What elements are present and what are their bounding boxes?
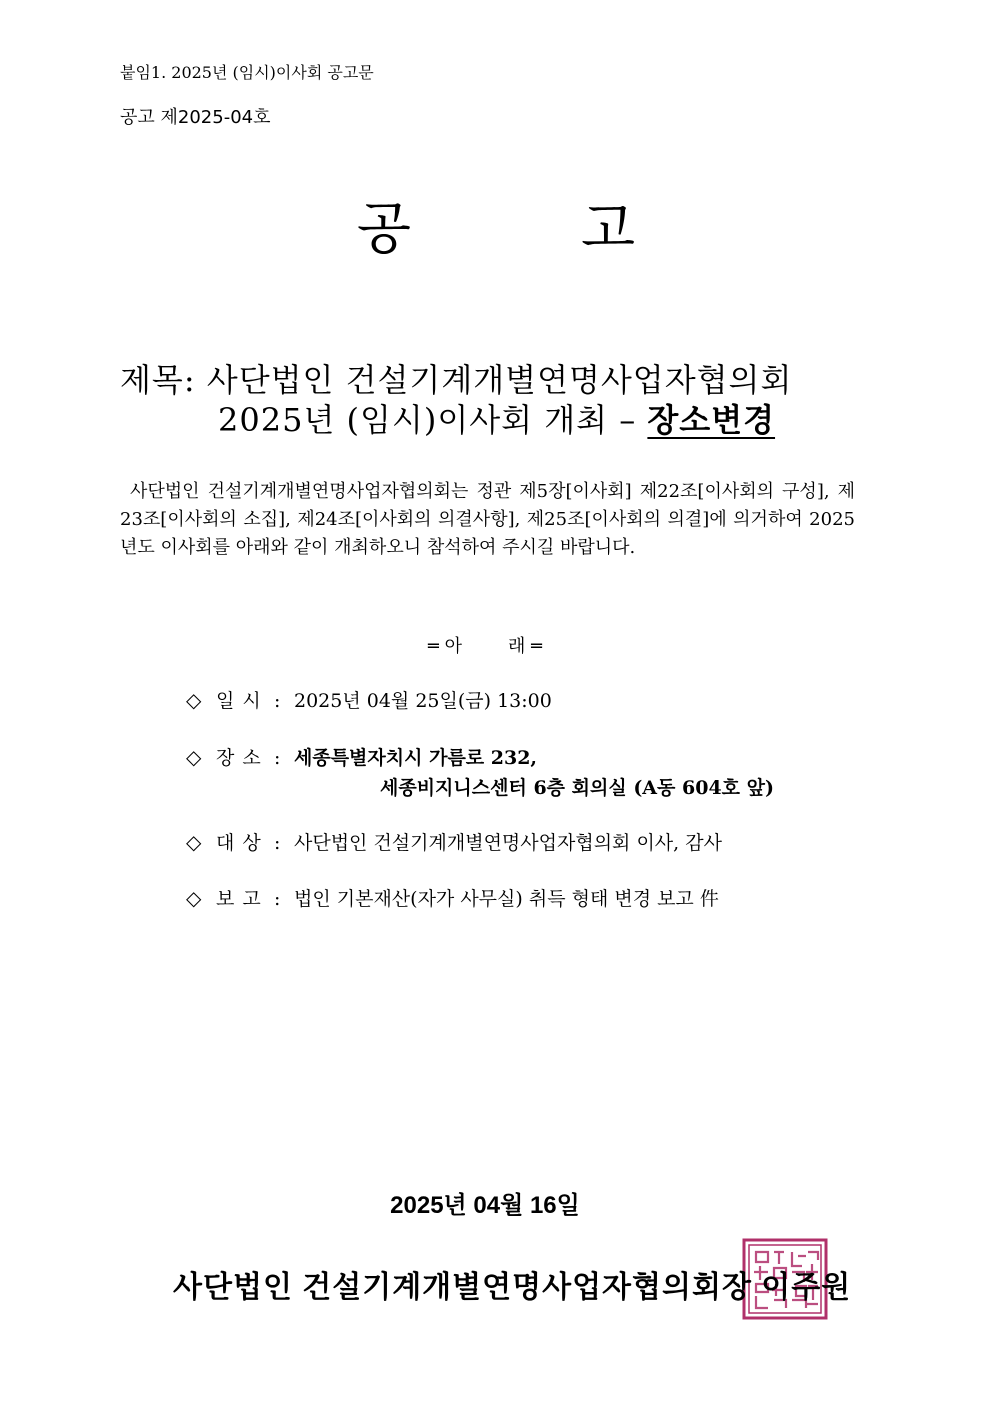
attachment-label: 붙임1. 2025년 (임시)이사회 공고문 — [120, 63, 374, 82]
item-value: 법인 기본재산(자가 사무실) 취득 형태 변경 보고 件 — [294, 888, 719, 910]
title-char-1: 공 — [356, 197, 411, 262]
page-title — [0, 185, 992, 265]
item-value: 세종특별자치시 가름로 232, — [294, 747, 538, 769]
signer-name: 사단법인 건설기계개별연명사업자협의회장 이주원 — [173, 1271, 852, 1304]
below-divider — [0, 632, 970, 658]
title-char-2: 고 — [581, 197, 636, 262]
item-colon: : — [274, 832, 281, 854]
subject-line-1: 제목: 사단법인 건설기계개별연명사업자협의회 — [120, 361, 793, 399]
below-left: ═ 아 — [428, 636, 462, 657]
item-label: 보 고 — [216, 888, 262, 910]
diamond-icon: ◇ — [186, 688, 202, 712]
subject-line-2 — [218, 395, 775, 441]
diamond-icon: ◇ — [186, 830, 202, 854]
item-label: 일 시 — [216, 690, 262, 712]
item-place — [186, 743, 537, 770]
item-colon: : — [274, 690, 281, 712]
item-value: 사단법인 건설기계개별연명사업자협의회 이사, 감사 — [294, 832, 722, 854]
body-paragraph: 사단법인 건설기계개별연명사업자협의회는 정관 제5장[이사회] 제22조[이사회의 구성], 제23조[이사회의 소집], 제24조[이사회의 의결사항], 제25조[이사회의 의결]에 의거하여 2025년도 이사회를 아래와 같이 개최하오니 참석하여 주시길 바랍니다. — [120, 481, 855, 558]
item-label: 대 상 — [216, 832, 262, 854]
notice-number: 공고 제2025-04호 — [120, 107, 271, 128]
item-colon: : — [274, 747, 281, 769]
item-value: 2025년 04월 25일(금) 13:00 — [294, 690, 552, 712]
item-datetime — [186, 686, 552, 713]
item-report — [186, 884, 719, 911]
subject-emphasis: 장소변경 — [647, 401, 776, 439]
item-label: 장 소 — [216, 747, 262, 769]
item-place-detail: 세종비지니스센터 6층 회의실 (A동 604호 앞) — [380, 777, 774, 799]
issue-date: 2025년 04월 16일 — [390, 1192, 580, 1219]
subject-line-2-text: 2025년 (임시)이사회 개최 – — [218, 401, 648, 439]
diamond-icon: ◇ — [186, 745, 202, 769]
item-colon: : — [274, 888, 281, 910]
item-target — [186, 828, 722, 855]
diamond-icon: ◇ — [186, 886, 202, 910]
below-right: 래 ═ — [508, 636, 542, 657]
